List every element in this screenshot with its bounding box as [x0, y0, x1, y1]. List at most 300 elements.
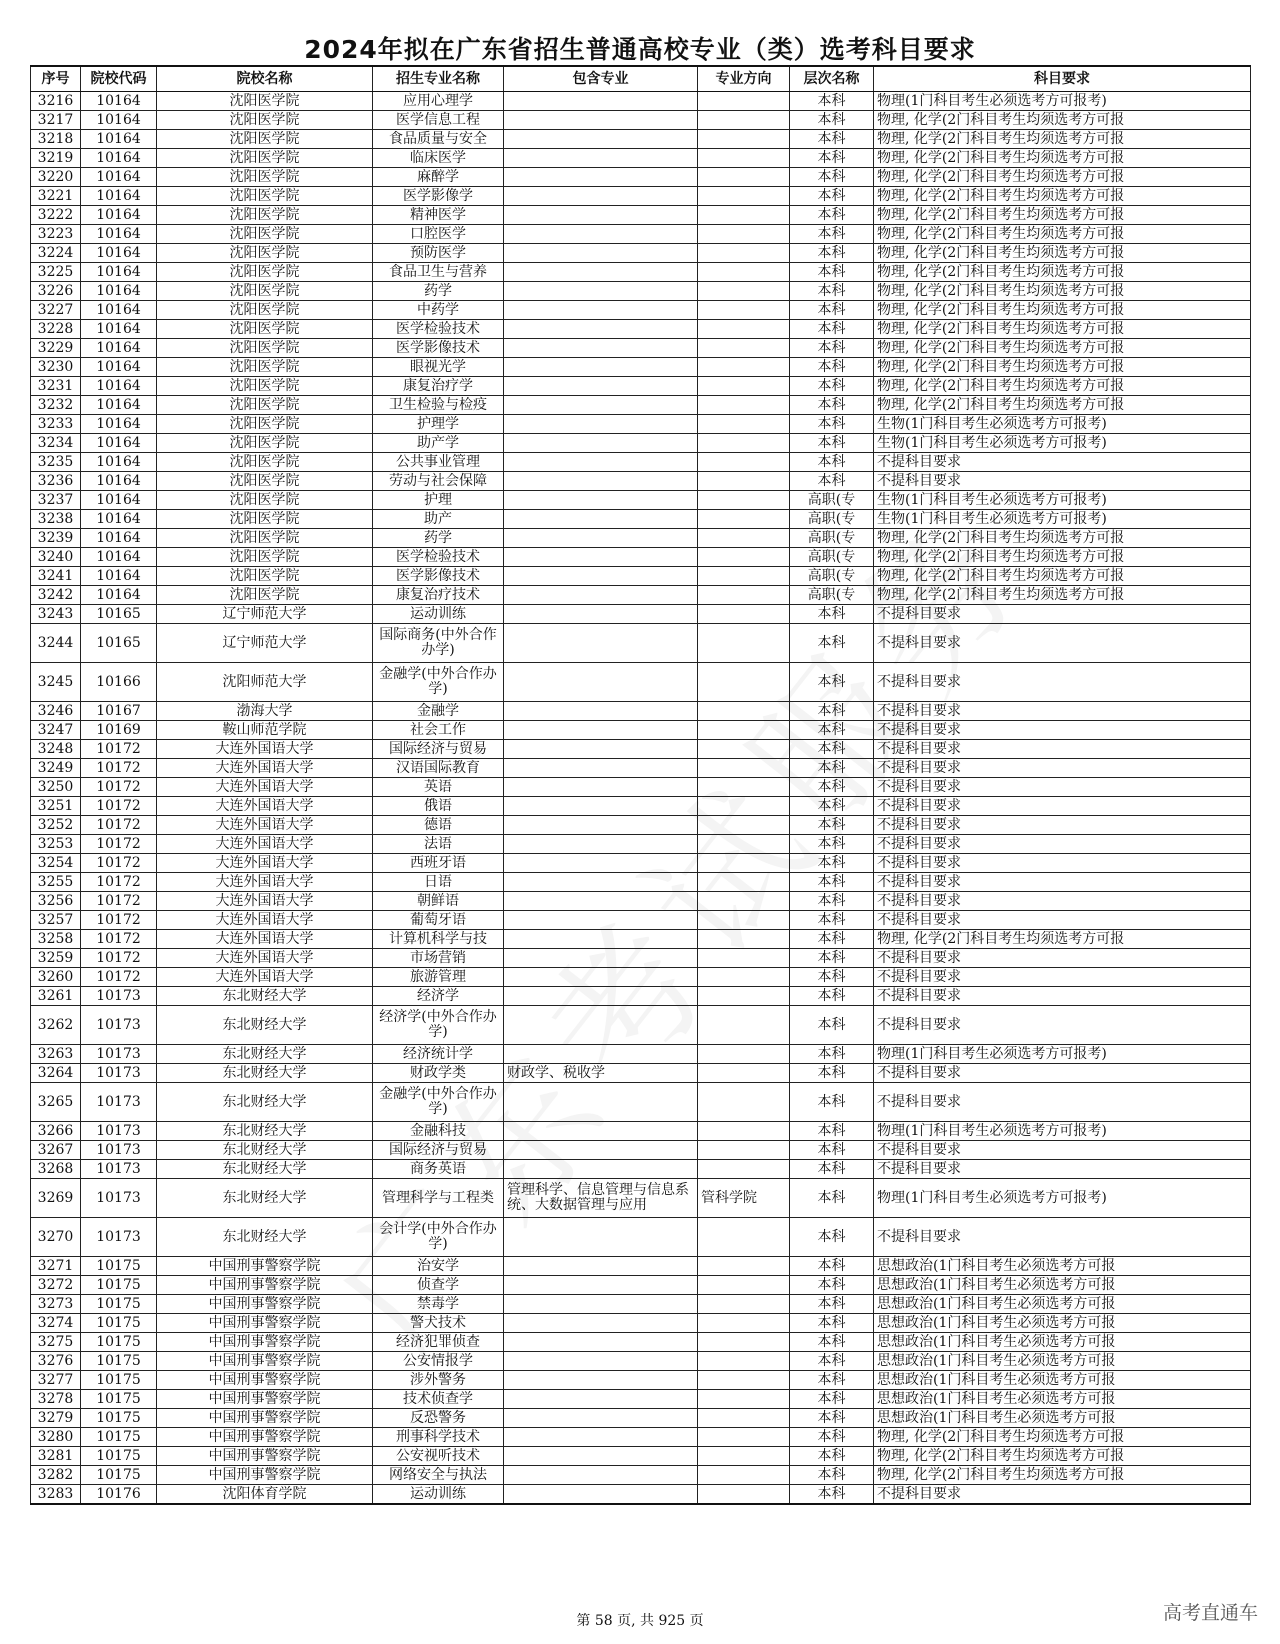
school-cell: 大连外国语大学	[157, 778, 373, 797]
level-cell: 本科	[790, 434, 874, 453]
seq-cell: 3263	[31, 1045, 81, 1064]
seq-cell: 3260	[31, 968, 81, 987]
school-cell: 沈阳体育学院	[157, 1485, 373, 1505]
included-cell	[504, 415, 698, 434]
school-cell: 大连外国语大学	[157, 949, 373, 968]
seq-cell: 3216	[31, 92, 81, 111]
seq-cell: 3279	[31, 1409, 81, 1428]
table-row	[31, 206, 1251, 225]
included-cell	[504, 1390, 698, 1409]
direction-cell: 管科学院	[698, 1179, 790, 1218]
code-cell: 10164	[81, 339, 157, 358]
table-row	[31, 835, 1251, 854]
included-cell	[504, 1352, 698, 1371]
direction-cell	[698, 892, 790, 911]
code-cell: 10167	[81, 702, 157, 721]
included-cell	[504, 396, 698, 415]
requirement-cell: 不提科目要求	[874, 1160, 1251, 1179]
requirement-cell: 思想政治(1门科目考生必须选考方可报	[874, 1409, 1251, 1428]
code-cell: 10165	[81, 624, 157, 663]
seq-cell: 3218	[31, 130, 81, 149]
direction-cell	[698, 1447, 790, 1466]
level-cell: 高职(专	[790, 567, 874, 586]
major-cell: 法语	[373, 835, 504, 854]
major-cell: 旅游管理	[373, 968, 504, 987]
major-cell: 医学影像技术	[373, 567, 504, 586]
major-cell: 医学信息工程	[373, 111, 504, 130]
direction-cell	[698, 987, 790, 1006]
level-cell: 本科	[790, 1083, 874, 1122]
level-cell: 本科	[790, 377, 874, 396]
level-cell: 本科	[790, 320, 874, 339]
seq-cell: 3241	[31, 567, 81, 586]
seq-cell: 3264	[31, 1064, 81, 1083]
code-cell: 10164	[81, 263, 157, 282]
seq-cell: 3219	[31, 149, 81, 168]
code-cell: 10164	[81, 244, 157, 263]
school-cell: 大连外国语大学	[157, 892, 373, 911]
major-cell: 运动训练	[373, 1485, 504, 1505]
table-row	[31, 187, 1251, 206]
direction-cell	[698, 491, 790, 510]
school-cell: 沈阳医学院	[157, 377, 373, 396]
school-cell: 沈阳医学院	[157, 491, 373, 510]
level-cell: 本科	[790, 797, 874, 816]
included-cell	[504, 472, 698, 491]
level-cell: 本科	[790, 816, 874, 835]
included-cell	[504, 1295, 698, 1314]
table-row	[31, 1447, 1251, 1466]
code-cell: 10175	[81, 1295, 157, 1314]
level-cell: 本科	[790, 968, 874, 987]
code-cell: 10172	[81, 949, 157, 968]
direction-cell	[698, 816, 790, 835]
major-cell: 技术侦查学	[373, 1390, 504, 1409]
school-cell: 沈阳医学院	[157, 529, 373, 548]
code-cell: 10173	[81, 1179, 157, 1218]
table-row	[31, 1390, 1251, 1409]
level-cell: 本科	[790, 1485, 874, 1505]
requirement-cell: 不提科目要求	[874, 721, 1251, 740]
table-row	[31, 453, 1251, 472]
major-cell: 医学影像学	[373, 187, 504, 206]
requirement-cell: 不提科目要求	[874, 911, 1251, 930]
major-cell: 助产	[373, 510, 504, 529]
table-row	[31, 987, 1251, 1006]
direction-cell	[698, 453, 790, 472]
seq-cell: 3245	[31, 663, 81, 702]
included-cell	[504, 1428, 698, 1447]
requirement-cell: 不提科目要求	[874, 740, 1251, 759]
major-cell: 护理学	[373, 415, 504, 434]
table-row	[31, 1179, 1251, 1218]
direction-cell	[698, 1257, 790, 1276]
level-cell: 高职(专	[790, 529, 874, 548]
included-cell	[504, 816, 698, 835]
included-cell: 财政学、税收学	[504, 1064, 698, 1083]
level-cell: 本科	[790, 740, 874, 759]
table-row	[31, 968, 1251, 987]
direction-cell	[698, 1352, 790, 1371]
code-cell: 10172	[81, 930, 157, 949]
included-cell	[504, 282, 698, 301]
major-cell: 禁毒学	[373, 1295, 504, 1314]
code-cell: 10164	[81, 377, 157, 396]
major-cell: 英语	[373, 778, 504, 797]
table-row	[31, 892, 1251, 911]
seq-cell: 3269	[31, 1179, 81, 1218]
requirement-cell: 物理, 化学(2门科目考生均须选考方可报	[874, 225, 1251, 244]
level-cell: 本科	[790, 835, 874, 854]
included-cell	[504, 1276, 698, 1295]
requirement-cell: 不提科目要求	[874, 949, 1251, 968]
major-cell: 国际经济与贸易	[373, 740, 504, 759]
seq-cell: 3255	[31, 873, 81, 892]
direction-cell	[698, 472, 790, 491]
direction-cell	[698, 1218, 790, 1257]
requirement-cell: 不提科目要求	[874, 663, 1251, 702]
school-cell: 中国刑事警察学院	[157, 1447, 373, 1466]
included-cell	[504, 529, 698, 548]
seq-cell: 3217	[31, 111, 81, 130]
level-cell: 本科	[790, 111, 874, 130]
school-cell: 大连外国语大学	[157, 816, 373, 835]
code-cell: 10173	[81, 1122, 157, 1141]
requirement-cell: 不提科目要求	[874, 605, 1251, 624]
table-row	[31, 759, 1251, 778]
code-cell: 10173	[81, 1218, 157, 1257]
school-cell: 中国刑事警察学院	[157, 1276, 373, 1295]
included-cell	[504, 1257, 698, 1276]
code-cell: 10164	[81, 434, 157, 453]
seq-cell: 3223	[31, 225, 81, 244]
requirement-cell: 不提科目要求	[874, 759, 1251, 778]
major-cell: 麻醉学	[373, 168, 504, 187]
direction-cell	[698, 358, 790, 377]
level-cell: 本科	[790, 1447, 874, 1466]
level-cell: 本科	[790, 168, 874, 187]
seq-cell: 3275	[31, 1333, 81, 1352]
school-cell: 鞍山师范学院	[157, 721, 373, 740]
level-cell: 本科	[790, 149, 874, 168]
code-cell: 10172	[81, 778, 157, 797]
level-cell: 本科	[790, 1428, 874, 1447]
major-cell: 警犬技术	[373, 1314, 504, 1333]
school-cell: 沈阳医学院	[157, 453, 373, 472]
included-cell	[504, 548, 698, 567]
code-cell: 10175	[81, 1371, 157, 1390]
school-cell: 沈阳医学院	[157, 510, 373, 529]
major-cell: 劳动与社会保障	[373, 472, 504, 491]
seq-cell: 3273	[31, 1295, 81, 1314]
column-header: 科目要求	[874, 66, 1251, 92]
column-header: 专业方向	[698, 66, 790, 92]
seq-cell: 3246	[31, 702, 81, 721]
included-cell	[504, 624, 698, 663]
included-cell	[504, 187, 698, 206]
page-footer: 第 58 页, 共 925 页	[576, 1613, 704, 1629]
major-cell: 卫生检验与检疫	[373, 396, 504, 415]
included-cell	[504, 1160, 698, 1179]
seq-cell: 3231	[31, 377, 81, 396]
requirement-cell: 不提科目要求	[874, 797, 1251, 816]
level-cell: 本科	[790, 206, 874, 225]
direction-cell	[698, 873, 790, 892]
major-cell: 医学影像技术	[373, 339, 504, 358]
direction-cell	[698, 339, 790, 358]
direction-cell	[698, 168, 790, 187]
major-cell: 公共事业管理	[373, 453, 504, 472]
table-row	[31, 1295, 1251, 1314]
direction-cell	[698, 740, 790, 759]
table-row	[31, 930, 1251, 949]
code-cell: 10175	[81, 1352, 157, 1371]
direction-cell	[698, 244, 790, 263]
school-cell: 沈阳医学院	[157, 320, 373, 339]
requirement-cell: 生物(1门科目考生必须选考方可报考)	[874, 434, 1251, 453]
included-cell	[504, 111, 698, 130]
level-cell: 本科	[790, 721, 874, 740]
requirement-cell: 物理(1门科目考生必须选考方可报考)	[874, 1122, 1251, 1141]
table-row	[31, 1352, 1251, 1371]
level-cell: 本科	[790, 702, 874, 721]
major-cell: 食品卫生与营养	[373, 263, 504, 282]
direction-cell	[698, 797, 790, 816]
requirement-cell: 物理, 化学(2门科目考生均须选考方可报	[874, 377, 1251, 396]
school-cell: 沈阳医学院	[157, 187, 373, 206]
level-cell: 本科	[790, 1179, 874, 1218]
code-cell: 10173	[81, 1083, 157, 1122]
major-cell: 口腔医学	[373, 225, 504, 244]
school-cell: 大连外国语大学	[157, 968, 373, 987]
direction-cell	[698, 702, 790, 721]
requirement-cell: 物理, 化学(2门科目考生均须选考方可报	[874, 263, 1251, 282]
direction-cell	[698, 567, 790, 586]
level-cell: 本科	[790, 1276, 874, 1295]
code-cell: 10175	[81, 1333, 157, 1352]
table-row	[31, 320, 1251, 339]
school-cell: 沈阳医学院	[157, 111, 373, 130]
school-cell: 沈阳医学院	[157, 130, 373, 149]
major-cell: 金融学	[373, 702, 504, 721]
seq-cell: 3244	[31, 624, 81, 663]
table-row	[31, 244, 1251, 263]
included-cell	[504, 663, 698, 702]
code-cell: 10173	[81, 1064, 157, 1083]
direction-cell	[698, 1409, 790, 1428]
seq-cell: 3226	[31, 282, 81, 301]
level-cell: 本科	[790, 1160, 874, 1179]
seq-cell: 3238	[31, 510, 81, 529]
direction-cell	[698, 1276, 790, 1295]
code-cell: 10172	[81, 816, 157, 835]
school-cell: 大连外国语大学	[157, 740, 373, 759]
requirement-cell: 物理, 化学(2门科目考生均须选考方可报	[874, 206, 1251, 225]
code-cell: 10164	[81, 320, 157, 339]
direction-cell	[698, 949, 790, 968]
table-row	[31, 434, 1251, 453]
major-cell: 药学	[373, 529, 504, 548]
code-cell: 10175	[81, 1390, 157, 1409]
table-row	[31, 510, 1251, 529]
direction-cell	[698, 320, 790, 339]
code-cell: 10172	[81, 968, 157, 987]
code-cell: 10164	[81, 149, 157, 168]
school-cell: 中国刑事警察学院	[157, 1371, 373, 1390]
table-row	[31, 624, 1251, 663]
level-cell: 本科	[790, 854, 874, 873]
seq-cell: 3227	[31, 301, 81, 320]
level-cell: 本科	[790, 263, 874, 282]
major-cell: 临床医学	[373, 149, 504, 168]
major-cell: 金融学(中外合作办学)	[373, 663, 504, 702]
direction-cell	[698, 1371, 790, 1390]
requirement-cell: 不提科目要求	[874, 968, 1251, 987]
requirement-cell: 思想政治(1门科目考生必须选考方可报	[874, 1257, 1251, 1276]
level-cell: 本科	[790, 1466, 874, 1485]
included-cell	[504, 453, 698, 472]
level-cell: 本科	[790, 987, 874, 1006]
seq-cell: 3221	[31, 187, 81, 206]
direction-cell	[698, 930, 790, 949]
level-cell: 高职(专	[790, 548, 874, 567]
table-row	[31, 778, 1251, 797]
seq-cell: 3282	[31, 1466, 81, 1485]
seq-cell: 3224	[31, 244, 81, 263]
requirement-cell: 生物(1门科目考生必须选考方可报考)	[874, 491, 1251, 510]
included-cell	[504, 1006, 698, 1045]
table-row	[31, 911, 1251, 930]
direction-cell	[698, 759, 790, 778]
included-cell	[504, 1141, 698, 1160]
direction-cell	[698, 1314, 790, 1333]
code-cell: 10164	[81, 358, 157, 377]
major-cell: 公安情报学	[373, 1352, 504, 1371]
level-cell: 本科	[790, 1409, 874, 1428]
school-cell: 中国刑事警察学院	[157, 1333, 373, 1352]
school-cell: 沈阳医学院	[157, 434, 373, 453]
level-cell: 本科	[790, 949, 874, 968]
level-cell: 本科	[790, 930, 874, 949]
included-cell	[504, 605, 698, 624]
code-cell: 10164	[81, 206, 157, 225]
included-cell	[504, 740, 698, 759]
seq-cell: 3265	[31, 1083, 81, 1122]
seq-cell: 3261	[31, 987, 81, 1006]
school-cell: 大连外国语大学	[157, 911, 373, 930]
direction-cell	[698, 624, 790, 663]
direction-cell	[698, 835, 790, 854]
included-cell	[504, 854, 698, 873]
code-cell: 10175	[81, 1466, 157, 1485]
code-cell: 10173	[81, 1006, 157, 1045]
school-cell: 大连外国语大学	[157, 835, 373, 854]
school-cell: 中国刑事警察学院	[157, 1352, 373, 1371]
code-cell: 10175	[81, 1276, 157, 1295]
direction-cell	[698, 605, 790, 624]
seq-cell: 3283	[31, 1485, 81, 1505]
table-row	[31, 529, 1251, 548]
code-cell: 10172	[81, 740, 157, 759]
table-row	[31, 1160, 1251, 1179]
included-cell	[504, 491, 698, 510]
included-cell	[504, 721, 698, 740]
table-row	[31, 1218, 1251, 1257]
school-cell: 中国刑事警察学院	[157, 1314, 373, 1333]
included-cell	[504, 1371, 698, 1390]
seq-cell: 3232	[31, 396, 81, 415]
seq-cell: 3254	[31, 854, 81, 873]
level-cell: 本科	[790, 1314, 874, 1333]
direction-cell	[698, 1390, 790, 1409]
included-cell	[504, 567, 698, 586]
seq-cell: 3258	[31, 930, 81, 949]
level-cell: 本科	[790, 1257, 874, 1276]
school-cell: 沈阳医学院	[157, 92, 373, 111]
requirement-cell: 物理, 化学(2门科目考生均须选考方可报	[874, 339, 1251, 358]
level-cell: 本科	[790, 187, 874, 206]
requirement-cell: 不提科目要求	[874, 453, 1251, 472]
major-cell: 食品质量与安全	[373, 130, 504, 149]
included-cell	[504, 92, 698, 111]
school-cell: 沈阳医学院	[157, 301, 373, 320]
direction-cell	[698, 225, 790, 244]
code-cell: 10164	[81, 548, 157, 567]
level-cell: 本科	[790, 1295, 874, 1314]
direction-cell	[698, 1160, 790, 1179]
requirement-cell: 不提科目要求	[874, 1064, 1251, 1083]
major-cell: 财政学类	[373, 1064, 504, 1083]
code-cell: 10164	[81, 586, 157, 605]
level-cell: 本科	[790, 1141, 874, 1160]
requirement-cell: 思想政治(1门科目考生必须选考方可报	[874, 1352, 1251, 1371]
code-cell: 10175	[81, 1409, 157, 1428]
table-row	[31, 225, 1251, 244]
school-cell: 东北财经大学	[157, 1141, 373, 1160]
table-row	[31, 282, 1251, 301]
code-cell: 10164	[81, 92, 157, 111]
direction-cell	[698, 1006, 790, 1045]
direction-cell	[698, 778, 790, 797]
table-body	[31, 92, 1251, 1505]
code-cell: 10164	[81, 396, 157, 415]
level-cell: 本科	[790, 1371, 874, 1390]
included-cell	[504, 911, 698, 930]
direction-cell	[698, 663, 790, 702]
seq-cell: 3267	[31, 1141, 81, 1160]
major-cell: 金融学(中外合作办学)	[373, 1083, 504, 1122]
table-row	[31, 1314, 1251, 1333]
direction-cell	[698, 1064, 790, 1083]
seq-cell: 3234	[31, 434, 81, 453]
school-cell: 大连外国语大学	[157, 797, 373, 816]
code-cell: 10172	[81, 911, 157, 930]
school-cell: 大连外国语大学	[157, 854, 373, 873]
direction-cell	[698, 434, 790, 453]
included-cell	[504, 702, 698, 721]
code-cell: 10164	[81, 510, 157, 529]
included-cell	[504, 949, 698, 968]
included-cell	[504, 968, 698, 987]
direction-cell	[698, 1141, 790, 1160]
requirement-cell: 思想政治(1门科目考生必须选考方可报	[874, 1333, 1251, 1352]
direction-cell	[698, 377, 790, 396]
direction-cell	[698, 548, 790, 567]
code-cell: 10175	[81, 1257, 157, 1276]
school-cell: 沈阳医学院	[157, 472, 373, 491]
code-cell: 10164	[81, 453, 157, 472]
seq-cell: 3276	[31, 1352, 81, 1371]
